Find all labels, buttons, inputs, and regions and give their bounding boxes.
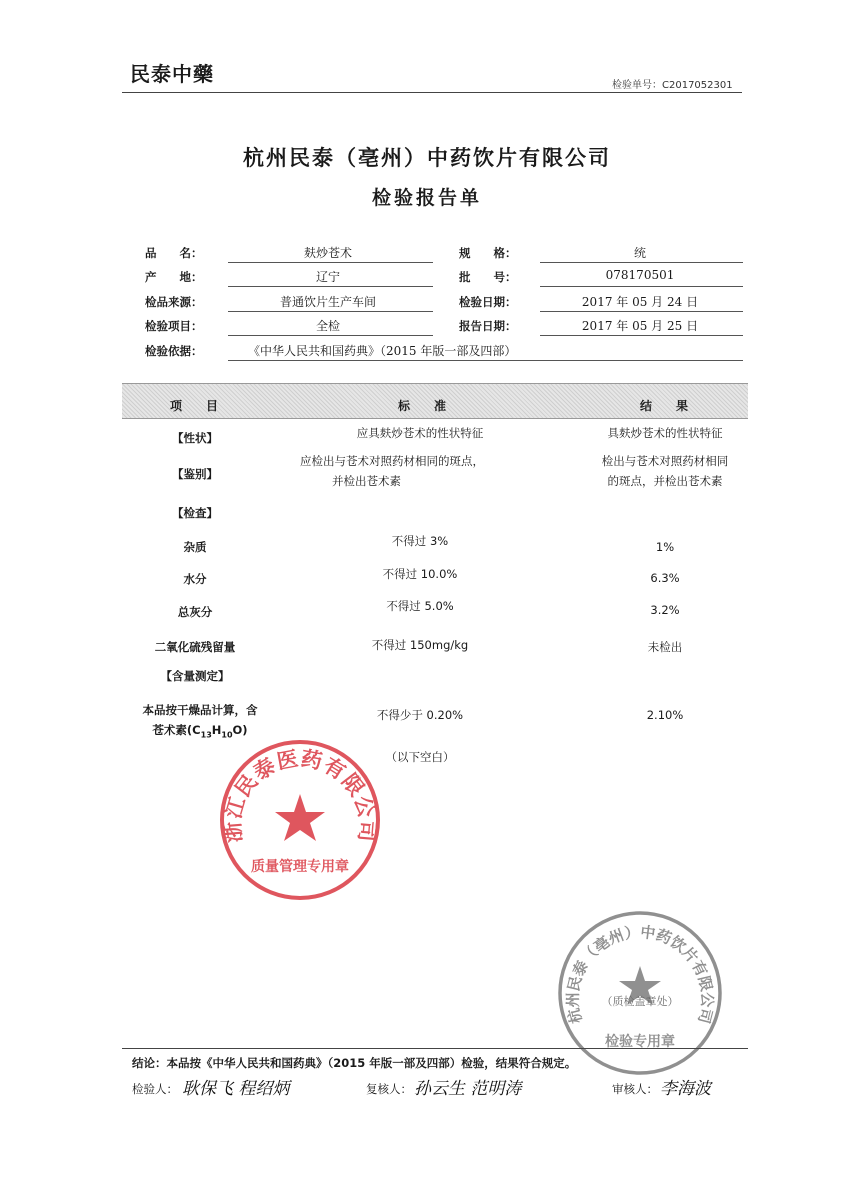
report-date-value: 2017 年 05 月 25 日 [581,319,699,333]
approver-label: 审核人： [612,1082,658,1096]
conclusion-text: 结论：本品按《中华人民共和国药典》（2015 年版一部及四部）检验，结果符合规定。 [132,1056,577,1070]
header-standard: 标 准 [398,399,447,413]
row-jiancha-label: 【检查】 [172,506,218,520]
batch-value: 078170501 [605,268,675,282]
row-zonghuifen-label: 总灰分 [177,605,213,619]
row-shuifen-label: 水分 [183,572,207,586]
report-title: 检验报告单 [371,187,482,209]
row-xingzhuang-result: 具麸炒苍术的性状特征 [607,426,723,440]
company-logo: 民泰中藥 [130,62,214,86]
footer-rule [122,1048,748,1049]
report-date-label: 报告日期： [459,319,517,333]
approver-signature: 李海波 [660,1079,711,1099]
row-assay-label-1: 本品按干燥品计算，含 [142,703,258,717]
row-jianbie-standard-2: 并检出苍术素 [332,474,401,488]
document-number: 检验单号：C2017052301 [612,80,733,91]
inspection-stamp-inner-text: 检验专用章 [605,1034,675,1050]
header-result: 结 果 [640,399,689,413]
company-title: 杭州民泰（亳州）中药饮片有限公司 [243,146,611,170]
reviewer-label: 复核人： [366,1082,412,1096]
source-value: 普通饮片生产车间 [279,295,376,309]
row-zonghuifen-standard: 不得过 5.0% [386,599,454,613]
name-underline [228,262,433,263]
row-zazhi-label: 杂质 [183,540,207,554]
origin-value: 辽宁 [315,270,340,284]
basis-label: 检验依据： [145,344,203,358]
inspection-stamp-ring-text: 杭州民泰（亳州）中药饮片有限公司 [563,923,717,1026]
source-underline [228,311,433,312]
report-date-underline [540,335,743,336]
blank-note: （以下空白） [385,750,455,764]
name-label: 品 名： [145,246,203,260]
row-jianbie-result-2: 的斑点，并检出苍术素 [607,474,723,488]
source-label: 检品来源： [145,295,203,309]
quality-stamp [218,738,382,902]
test-date-underline [540,311,743,312]
row-assay-standard: 不得少于 0.20% [376,708,464,722]
row-zazhi-standard: 不得过 3% [391,534,449,548]
quality-stamp-inner-text: 质量管理专用章 [251,859,349,875]
reviewer-signature: 孙云生 范明涛 [414,1079,522,1099]
header-item: 项 目 [170,399,219,413]
origin-underline [228,286,433,287]
item-value: 全检 [315,319,340,333]
row-xingzhuang-standard: 应具麸炒苍术的性状特征 [356,426,484,440]
spec-label: 规 格： [459,246,517,260]
batch-label: 批 号： [459,270,517,284]
row-jianbie-label: 【鉴别】 [172,467,218,481]
header-rule [122,92,742,93]
row-zazhi-result: 1% [655,540,675,554]
row-xingzhuang-label: 【性状】 [172,431,218,445]
basis-underline [228,360,743,361]
test-date-value: 2017 年 05 月 24 日 [581,295,699,309]
row-so2-result: 未检出 [647,640,683,654]
item-underline [228,335,433,336]
quality-stamp-ring-text: 浙江民泰医药有限公司 [220,746,380,844]
assay-formula-b: H [211,723,222,737]
row-so2-standard: 不得过 150mg/kg [371,638,469,652]
quality-stamp-star [275,794,325,841]
inspector-label: 检验人： [132,1082,178,1096]
origin-label: 产 地： [145,270,203,284]
inspection-stamp [555,908,725,1078]
row-assay-result: 2.10% [646,708,684,722]
batch-underline [540,286,743,287]
inspector-signature: 耿保飞 程绍炳 [182,1079,290,1099]
row-shuifen-standard: 不得过 10.0% [382,567,458,581]
row-assay-label-2 [130,722,270,739]
row-shuifen-result: 6.3% [650,571,680,585]
assay-formula-sub2: 10 [221,730,233,740]
row-zonghuifen-result: 3.2% [650,603,680,617]
spec-value: 统 [633,246,646,260]
row-jianbie-standard-1: 应检出与苍术对照药材相同的斑点， [300,454,484,468]
name-value: 麸炒苍术 [303,246,352,260]
item-label: 检验项目： [145,319,203,333]
test-date-label: 检验日期： [459,295,517,309]
assay-formula-a: 苍术素(C [152,723,201,737]
basis-value: 《中华人民共和国药典》（2015 年版一部及四部） [248,344,517,358]
assay-formula-c: O) [232,723,248,737]
assay-formula-sub1: 13 [200,730,212,740]
row-hanliang-label: 【含量测定】 [160,669,230,683]
spec-underline [540,262,743,263]
row-jianbie-result-1: 检出与苍术对照药材相同 [601,454,729,468]
row-so2-label: 二氧化硫残留量 [154,640,236,654]
inspection-stamp-middle-text: （质检盖章处） [601,995,679,1008]
